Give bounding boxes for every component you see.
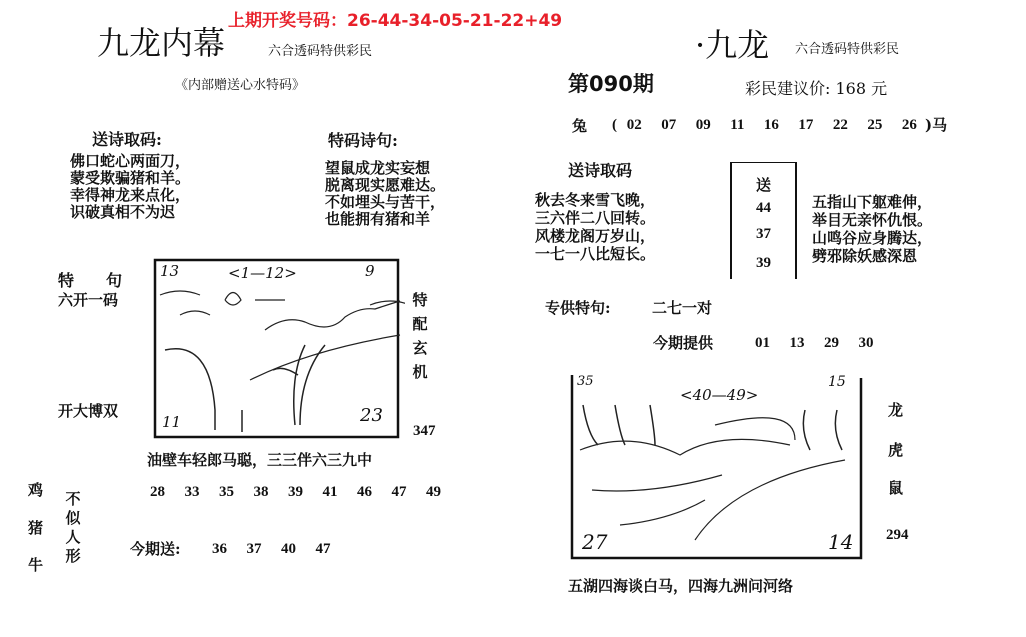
sketch-label-bottom-left: 11	[162, 413, 182, 431]
poem-line: 不如埋头与苦干，	[325, 193, 446, 211]
send-box-number: 39	[756, 255, 771, 271]
zodiac-rabbit: 兔	[572, 117, 588, 135]
left-verse: 油壁车轻郎马聪，三三伴六三九中	[147, 451, 373, 469]
sketch-label-range: <40—49>	[680, 386, 759, 404]
last-draw-numbers: 26-44-34-05-21-22+49	[347, 11, 563, 31]
poem-line: 佛口蛇心两面刀，	[70, 152, 191, 170]
left-poem2-title: 特码诗句:	[328, 131, 398, 150]
poem-line: 三六伴二八回转。	[535, 209, 656, 227]
left-subtitle: 六合透码特供彩民	[268, 44, 373, 59]
poem-line: 五指山下躯难伸，	[812, 193, 933, 211]
provide-numbers: 01 13 29 30	[755, 335, 874, 351]
poem-line: 秋去冬来雪飞晚，	[535, 191, 656, 209]
sketch-label-bottom-right: 14	[828, 530, 854, 554]
poem-line: 劈邪除妖感深恩	[812, 247, 918, 265]
not-human-vertical: 不似人形	[65, 490, 81, 565]
left-title: 九龙内幕	[97, 24, 226, 62]
send-label: 今期送:	[130, 540, 181, 558]
zodiac-tiger: 虎	[888, 441, 904, 459]
sketch-label-range: <1—12>	[228, 264, 297, 282]
send-box-label: 送	[755, 176, 771, 194]
right-poem1	[535, 191, 655, 263]
zodiac-horse: )马	[925, 116, 948, 134]
right-number-list: ( 02 07 09 11 16 17 22 25 26	[612, 117, 917, 133]
sketch-label-top-right: 15	[828, 374, 846, 390]
left-poem1	[70, 153, 190, 221]
side-vertical-text: 特配玄机	[412, 291, 428, 381]
poem-line: 幸得神龙来点化，	[70, 186, 191, 204]
sketch-label-bottom-left: 27	[582, 530, 608, 554]
zodiac-rat: 鼠	[888, 479, 904, 497]
left-poem2	[325, 160, 445, 228]
special-value: 二七一对	[652, 299, 713, 317]
special-phrase: 特 句	[58, 271, 123, 290]
poem-line: 望鼠成龙实妄想	[325, 159, 431, 177]
send-box-number: 37	[756, 226, 771, 242]
six-open-one: 六开一码	[58, 291, 119, 309]
right-title: ·九龙	[695, 26, 770, 64]
sketch-label-top-right: 9	[365, 262, 375, 280]
poem-line: 山鸣谷应身腾达，	[812, 229, 933, 247]
last-draw-header	[228, 6, 562, 31]
poem-line: 识破真相不为迟	[70, 203, 176, 221]
issue-number: 第090期	[568, 72, 654, 96]
right-poem2	[812, 193, 932, 265]
zodiac-pig: 猪	[28, 519, 44, 537]
right-subtitle: 六合透码特供彩民	[795, 42, 900, 57]
right-side-number: 294	[886, 527, 909, 543]
sketch-label-top-left: 13	[160, 262, 180, 280]
right-poem-title: 送诗取码	[568, 161, 633, 180]
right-verse: 五湖四海谈白马，四海九洲问河络	[568, 577, 794, 595]
big-double: 开大博双	[58, 402, 119, 420]
sketch-label-bottom-right: 23	[360, 405, 383, 426]
poem-line: 风楼龙阁万岁山，	[535, 227, 656, 245]
left-banner: 《内部赠送心水特码》	[175, 78, 306, 93]
sketch-label-top-left: 35	[577, 374, 594, 389]
price: 彩民建议价: 168 元	[745, 79, 888, 98]
special-label: 专供特句:	[545, 299, 611, 317]
zodiac-dragon: 龙	[888, 401, 904, 419]
poem-line: 一七一八比短长。	[535, 245, 656, 263]
left-side-number: 347	[413, 423, 436, 439]
poem-line: 也能拥有猪和羊	[325, 210, 431, 228]
left-numbers: 28 33 35 38 39 41 46 47 49	[150, 484, 441, 500]
send-numbers: 36 37 40 47	[212, 541, 331, 557]
zodiac-rooster: 鸡	[28, 481, 44, 499]
left-poem1-title: 送诗取码:	[92, 130, 162, 149]
last-draw-label: 上期开奖号码：	[228, 11, 347, 31]
poem-line: 蒙受欺骗猪和羊。	[70, 169, 191, 187]
send-box	[730, 162, 797, 279]
provide-label: 今期提供	[653, 334, 714, 352]
poem-line: 脱离现实愿难达。	[325, 176, 446, 194]
send-box-number: 44	[756, 200, 771, 216]
zodiac-ox: 牛	[28, 556, 44, 574]
poem-line: 举目无亲怀仇恨。	[812, 211, 933, 229]
